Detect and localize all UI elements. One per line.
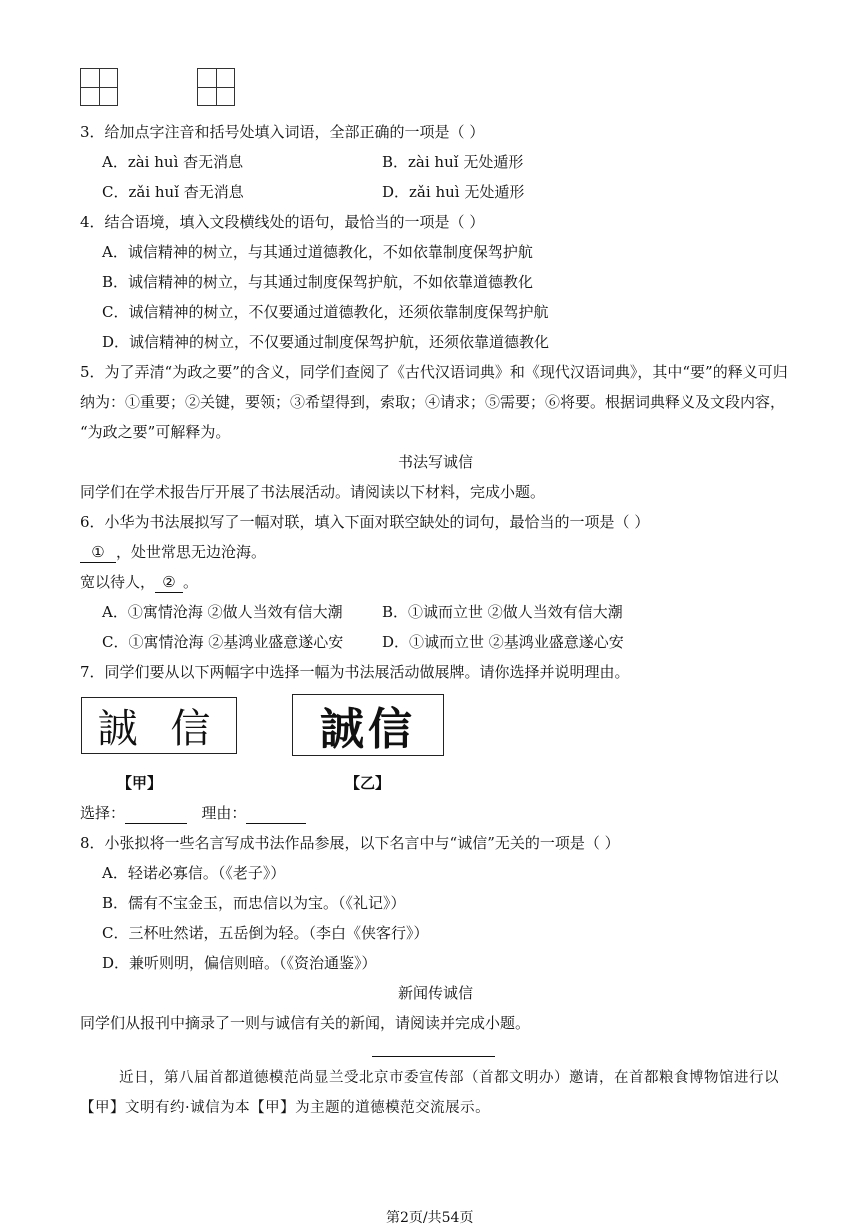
q4-option-c: C．诚信精神的树立，不仅要通过道德教化，还须依靠制度保驾护航: [102, 303, 549, 321]
news-line-1: 近日，第八届首都道德模范尚显兰受北京市委宣传部（首都文明办）邀请，在首都粮食博物馆进行以: [119, 1070, 779, 1086]
choose-blank[interactable]: [125, 803, 187, 824]
calligraphy-yi-chars: 誠信: [320, 704, 416, 755]
section-intro-calligraphy: 同学们在学术报告厅开展了书法展活动。请阅读以下材料，完成小题。: [80, 483, 546, 501]
q4-option-d: D．诚信精神的树立，不仅要通过制度保驾护航，还须依靠道德教化: [102, 333, 550, 351]
choose-label: 选择：: [80, 804, 126, 822]
q3-option-b: B．zài huǐ 无处遁形: [382, 153, 524, 171]
q6-option-b: B．①诚而立世 ②做人当效有信大潮: [382, 603, 623, 621]
q7-stem: 7．同学们要从以下两幅字中选择一幅为书法展活动做展牌。请你选择并说明理由。: [80, 663, 630, 681]
q4-stem: 4．结合语境，填入文段横线处的语句，最恰当的一项是（ ）: [80, 213, 485, 231]
pinyin-writing-box-2: [197, 68, 235, 106]
q3-option-a: A．zài huì 杳无消息: [102, 153, 244, 171]
q8-option-b: B．儒有不宝金玉，而忠信以为宝。（《礼记》）: [102, 894, 406, 912]
calligraphy-jia-image: [81, 697, 237, 754]
calligraphy-yi-label: 【乙】: [345, 774, 391, 792]
couplet-line-1-text: ，处世常思无边沧海。: [116, 543, 267, 561]
q8-option-c: C．三杯吐然诺，五岳倒为轻。（李白《侠客行》）: [102, 924, 429, 942]
q6-option-a: A．①寓情沧海 ②做人当效有信大潮: [102, 603, 343, 621]
section-title-news: 新闻传诚信: [398, 984, 474, 1002]
section-intro-news: 同学们从报刊中摘录了一则与诚信有关的新闻，请阅读并完成小题。: [80, 1014, 531, 1032]
q5-line-1: 5．为了弄清“为政之要”的含义，同学们查阅了《古代汉语词典》和《现代汉语词典》，其中“要”的释义可归: [80, 363, 788, 381]
section-title-calligraphy: 书法写诚信: [398, 453, 474, 471]
q8-option-a: A．轻诺必寡信。（《老子》）: [102, 864, 286, 882]
q7-answer-line: [80, 803, 306, 824]
news-title-blank: [372, 1056, 495, 1057]
q6-option-d: D．①诚而立世 ②基鸿业盛意遂心安: [382, 633, 624, 651]
couplet-line-2-suffix: 。: [183, 573, 199, 591]
q4-option-b: B．诚信精神的树立，与其通过制度保驾护航，不如依靠道德教化: [102, 273, 534, 291]
q3-option-d: D．zǎi huì 无处遁形: [382, 183, 525, 201]
calligraphy-jia-label: 【甲】: [117, 774, 163, 792]
q5-line-3: “为政之要”可解释为。: [80, 423, 231, 441]
q6-couplet-line-2: [80, 572, 198, 593]
q6-option-c: C．①寓情沧海 ②基鸿业盛意遂心安: [102, 633, 344, 651]
q3-stem: 3．给加点字注音和括号处填入词语，全部正确的一项是（ ）: [80, 123, 485, 141]
calligraphy-yi-image: [292, 694, 444, 756]
q4-option-a: A．诚信精神的树立，与其通过道德教化，不如依靠制度保驾护航: [102, 243, 533, 261]
news-line-2: 【甲】文明有约·诚信为本【甲】为主题的道德模范交流展示。: [80, 1100, 491, 1116]
q6-stem: 6．小华为书法展拟写了一幅对联，填入下面对联空缺处的词句，最恰当的一项是（ ）: [80, 513, 650, 531]
q8-stem: 8．小张拟将一些名言写成书法作品参展，以下名言中与“诚信”无关的一项是（ ）: [80, 834, 620, 852]
reason-blank[interactable]: [246, 803, 306, 824]
q6-couplet-line-1: [80, 542, 266, 563]
reason-label: 理由：: [201, 804, 247, 822]
page-footer: 第2页/共54页: [386, 1210, 474, 1226]
couplet-line-2-prefix: 宽以待人，: [80, 573, 156, 591]
couplet-blank-2[interactable]: ②: [155, 572, 183, 593]
q8-option-d: D．兼听则明，偏信则暗。（《资治通鉴》）: [102, 954, 377, 972]
couplet-blank-1[interactable]: ①: [80, 542, 116, 563]
calligraphy-jia-chars: 誠 信: [97, 706, 221, 752]
q3-option-c: C．zǎi huǐ 杳无消息: [102, 183, 244, 201]
pinyin-writing-box-1: [80, 68, 118, 106]
q5-line-2: 纳为：①重要；②关键，要领；③希望得到，索取；④请求；⑤需要；⑥将要。根据词典释义及文段内容，: [80, 393, 786, 411]
